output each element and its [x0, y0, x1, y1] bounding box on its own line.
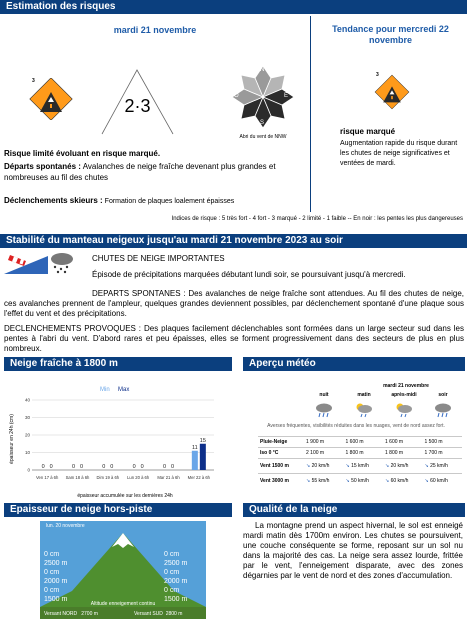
- trend-text: Augmentation rapide du risque durant les chutes de neige significatives et ventées de mardi.: [340, 140, 458, 167]
- weather-icon-morning: [344, 402, 384, 418]
- stability-p3: DECLENCHEMENTS PROVOQUES : Des plaques facilement déclenchables sont formées dans un large secteur sud dans les pentes à l'abri du vent. D'abord rares et peu épaisses, elles se forment progressivement dans des secteurs de plus en plus nombreux.: [4, 324, 464, 353]
- data-label: 0: [102, 464, 106, 470]
- mountain-risk-index: [100, 66, 175, 136]
- index-legend: Indices de risque : 5 très fort - 4 fort - 3 marqué - 2 limité - 1 faible -- En noir : les pentes les plus dangereuses: [171, 216, 463, 222]
- skier-text: Formation de plaques loalement épaisses: [102, 198, 235, 205]
- skier-paragraph: [4, 196, 308, 206]
- rose-o: O: [234, 93, 239, 99]
- x-tick-label: Sam 18 à 6h: [65, 475, 90, 480]
- stability-p1: Épisode de précipitations marquées débutant lundi soir, se poursuivant jusqu'à mercredi.: [92, 270, 406, 279]
- data-label: 0: [71, 464, 76, 470]
- cell: 1 500 m: [423, 437, 463, 448]
- danger-level-icon: [26, 78, 76, 120]
- spontaneous-text: Avalanches de neige fraîche devenant plus grandes et nombreuses au fil des chutes: [4, 162, 276, 182]
- wind-arrow-icon: ↘: [385, 463, 390, 469]
- weather-title: Aperçu météo: [249, 358, 316, 369]
- right-value-2: 0 cm: [164, 569, 180, 576]
- y-tick-label: 10: [24, 450, 30, 455]
- wind-arrow-icon: ↘: [306, 463, 311, 469]
- wind-arrow-icon: ↘: [345, 478, 350, 485]
- risk-icon: [26, 78, 76, 120]
- cell: [304, 459, 344, 474]
- wind-arrow-icon: ↘: [345, 463, 350, 469]
- wind-arrow-icon: ↘: [306, 478, 311, 485]
- snowfall-icon: [48, 252, 76, 274]
- y-tick-label: 0: [27, 467, 30, 473]
- left-alt-3: 1500 m: [44, 596, 68, 603]
- skier-label: Déclenchements skieurs :: [4, 196, 103, 205]
- left-alt-2: 2000 m: [44, 578, 68, 585]
- rose-caption: Abri du vent de NNW: [239, 134, 287, 140]
- snowpack-title: Epaisseur de neige hors-piste: [10, 504, 153, 515]
- right-alt-2: 2000 m: [164, 578, 188, 585]
- weather-icon-evening: [424, 402, 462, 418]
- trend-title: Tendance pour mercredi 22 novembre: [332, 24, 449, 45]
- cell: [304, 474, 344, 489]
- data-label: 0: [162, 464, 167, 470]
- cell: 1 800 m: [344, 448, 384, 459]
- wind-value: 15 km/h: [351, 463, 369, 469]
- data-label: 0: [132, 464, 136, 470]
- day-title: mardi 21 novembre: [113, 25, 197, 35]
- left-alt-1: 2500 m: [44, 560, 68, 567]
- chart-ylabel: épaisseur en 24h (cm): [9, 414, 15, 464]
- legend-min: Min: [100, 387, 110, 393]
- sun-cloud-rain-icon: [354, 402, 374, 418]
- risk-index-text: 2·3: [124, 96, 151, 116]
- weather-bar: [243, 357, 465, 371]
- data-label: 0: [110, 464, 114, 470]
- rain-cloud-icon: [433, 402, 453, 418]
- row-label: Vent 3000 m: [258, 474, 304, 489]
- rose-n: N: [260, 67, 265, 73]
- spontaneous-label: Départs spontanés :: [4, 162, 81, 171]
- y-tick-label: 30: [24, 415, 30, 420]
- row-label: Pluie-Neige: [258, 437, 304, 448]
- rain-cloud-icon: [314, 402, 334, 418]
- cell: 1 900 m: [304, 437, 344, 448]
- y-tick-label: 40: [24, 397, 30, 403]
- wind-arrow-icon: ↘: [385, 478, 390, 485]
- cell: 1 600 m: [344, 437, 384, 448]
- exposure-rose: [228, 62, 298, 142]
- trend-risk-icon: [372, 72, 412, 112]
- fresh-snow-title: Neige fraîche à 1800 m: [10, 358, 118, 369]
- cell: [383, 474, 423, 489]
- weather-icon-afternoon: [384, 402, 424, 418]
- snowpack-panel: [40, 521, 206, 619]
- table-row: [258, 437, 462, 448]
- x-tick-label: Mar 21 à 6h: [157, 475, 180, 480]
- weather-date: mardi 21 novembre: [383, 383, 429, 389]
- chart-xlabel: épaisseur accumulée sur les dernières 24h: [77, 493, 173, 499]
- period-night: nuit: [319, 392, 329, 398]
- estimation-bar: [0, 0, 467, 14]
- right-value-3: 0 cm: [164, 587, 180, 594]
- stability-title: Stabilité du manteau neigeux jusqu'au mardi 21 novembre 2023 au soir: [6, 235, 343, 246]
- quality-bar: [243, 503, 465, 517]
- quality-title: Qualité de la neige: [249, 504, 338, 515]
- period-morning: matin: [357, 392, 371, 398]
- data-label: 0: [79, 464, 84, 470]
- north-alt: 2700 m: [81, 611, 98, 617]
- weather-icon-night: [304, 402, 344, 418]
- quality-text: La montagne prend un aspect hivernal, le sol est enneigé mardi matin dès 1700m environ. Les chutes se poursuivent, une couche conséquente se forme, reposant sur un sol nu dans la majorité des cas. La neige sera assez lourde, frittée par le vent, l'enneigement disparate, avec des zones dégarnies par le vent de nord et des zones d'accumulation.: [243, 521, 463, 580]
- risk-level-number: 3: [32, 78, 35, 84]
- spontaneous-paragraph: [4, 161, 308, 183]
- table-row: [258, 459, 462, 474]
- wind-value: 60 km/h: [430, 478, 448, 485]
- legend-max: Max: [118, 387, 130, 393]
- stability-bar: [0, 234, 467, 248]
- north-side: [44, 611, 98, 617]
- data-label: 0: [41, 464, 45, 470]
- cell: 2 100 m: [304, 448, 344, 459]
- left-value-1: 0 cm: [44, 551, 60, 558]
- data-label: 0: [49, 464, 53, 470]
- rose-e: E: [284, 93, 289, 99]
- row-label: Iso 0 °C: [258, 448, 304, 459]
- right-alt-1: 2500 m: [164, 560, 188, 567]
- bar-max: [200, 444, 206, 470]
- cell: [423, 459, 463, 474]
- cell: [344, 474, 384, 489]
- south-side: [134, 611, 182, 617]
- trend-level-number: 3: [376, 72, 379, 78]
- period-afternoon: après-midi: [391, 392, 417, 398]
- trend-label: risque marqué: [340, 127, 396, 136]
- y-tick-label: 20: [24, 432, 30, 438]
- wind-arrow-icon: ↘: [424, 478, 429, 485]
- rose-s: S: [260, 120, 265, 126]
- right-alt-3: 1500 m: [164, 596, 188, 603]
- wind-value: 20 km/h: [390, 463, 409, 469]
- x-tick-label: Dim 19 à 6h: [96, 475, 120, 480]
- wind-value: 20 km/h: [311, 463, 330, 469]
- cell: [383, 459, 423, 474]
- cell: [423, 474, 463, 489]
- x-tick-label: Ven 17 à 6h: [35, 475, 59, 480]
- cell: 1 800 m: [383, 448, 423, 459]
- weather-note: Averses fréquentes, visibilités réduites dans les nuages, vent de nord assez fort.: [267, 423, 445, 429]
- south-alt: 2800 m: [165, 611, 183, 617]
- wind-value: 25 km/h: [430, 463, 448, 469]
- left-value-2: 0 cm: [44, 569, 60, 576]
- windsock-icon: [4, 252, 48, 274]
- risk-summary: Risque limité évoluant en risque marqué.: [4, 149, 161, 158]
- weather-table: [258, 436, 462, 489]
- data-label: 0: [140, 464, 144, 470]
- south-label: Versant SUD: [134, 611, 163, 617]
- table-row: [258, 448, 462, 459]
- cell: 1 700 m: [423, 448, 463, 459]
- snowpack-bar: [4, 503, 232, 517]
- weather-periods: [304, 392, 462, 418]
- cell: [344, 459, 384, 474]
- data-label: 11: [191, 444, 198, 451]
- wind-value: 55 km/h: [311, 478, 330, 485]
- stability-heading: CHUTES DE NEIGE IMPORTANTES: [92, 254, 225, 263]
- snow-limit-text: Altitude enneigement continu: [90, 601, 156, 607]
- bar-min: [192, 451, 198, 470]
- wind-icon: [4, 252, 48, 274]
- trend-danger-icon: [372, 72, 412, 112]
- x-tick-label: Lun 20 à 6h: [127, 475, 150, 480]
- period-evening: soir: [438, 392, 448, 398]
- fresh-snow-chart: [18, 394, 218, 496]
- snowpack-date: lun. 20 novembre: [46, 523, 85, 529]
- table-row: [258, 474, 462, 489]
- north-label: Versant NORD: [44, 611, 78, 617]
- wind-arrow-icon: ↘: [424, 463, 429, 469]
- fresh-snow-bar: [4, 357, 232, 371]
- row-label: Vent 1500 m: [258, 459, 304, 474]
- sun-cloud-rain-icon: [394, 402, 414, 418]
- data-label: 15: [199, 437, 206, 444]
- column-divider: [310, 16, 311, 212]
- stability-p2: DEPARTS SPONTANES : Des avalanches de neige fraîche sont attendues. Au fil des chutes de neige, ces avalanches prennent de l'ampleur, quelques grandes deviennent possibles, par déclenchement spontané d'une plaque sous l'effet du vent et des précipitations.: [4, 289, 464, 318]
- data-label: 0: [170, 464, 175, 470]
- x-tick-label: Mer 22 à 6h: [187, 475, 211, 480]
- estimation-title: Estimation des risques: [6, 1, 116, 12]
- left-value-3: 0 cm: [44, 587, 60, 594]
- wind-value: 60 km/h: [390, 478, 409, 485]
- right-value-1: 0 cm: [164, 551, 180, 558]
- wind-value: 50 km/h: [351, 478, 369, 485]
- cell: 1 600 m: [383, 437, 423, 448]
- snow-cloud-icon: [48, 252, 76, 274]
